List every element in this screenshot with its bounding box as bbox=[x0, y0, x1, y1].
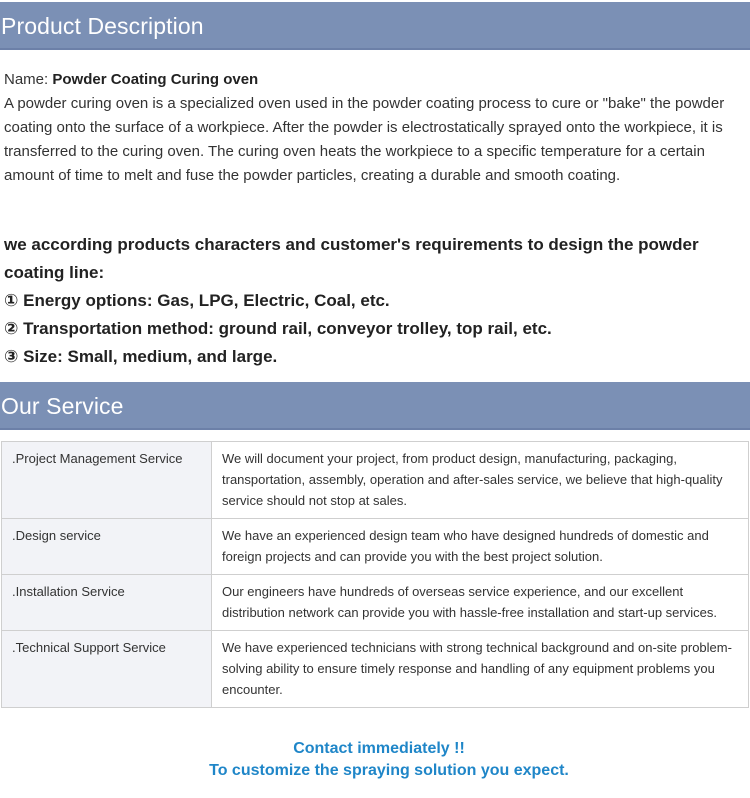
product-name-value: Powder Coating Curing oven bbox=[52, 71, 259, 88]
table-row bbox=[2, 631, 749, 708]
contact-line-1[interactable]: Contact immediately !! bbox=[293, 740, 465, 757]
service-name: .Design service bbox=[2, 519, 212, 575]
product-description-title: Product Description bbox=[1, 13, 204, 39]
contact-line-2[interactable]: To customize the spraying solution you expect. bbox=[209, 762, 569, 779]
table-row bbox=[2, 575, 749, 631]
our-service-header bbox=[0, 382, 750, 430]
service-name: .Project Management Service bbox=[2, 442, 212, 519]
service-desc: Our engineers have hundreds of overseas service experience, and our excellent distribution network can provide you with hassle-free installation and start-up services. bbox=[212, 575, 749, 631]
option-size: ③ Size: Small, medium, and large. bbox=[4, 347, 278, 366]
design-features bbox=[4, 231, 744, 371]
option-energy: ① Energy options: Gas, LPG, Electric, Coal, etc. bbox=[4, 291, 390, 310]
product-name-label: Name: bbox=[4, 71, 53, 88]
service-name: .Installation Service bbox=[2, 575, 212, 631]
contact-callout[interactable] bbox=[0, 738, 750, 782]
product-description-text: A powder curing oven is a specialized oven used in the powder coating process to cure or "bake" the powder coating onto the surface of a workpiece. After the powder is electrostatically sprayed onto the workpiece, it is transferred to the curing oven. The curing oven heats the workpiece to a specific temperature for a certain amount of time to melt and fuse the powder particles, creating a durable and smooth coating. bbox=[4, 95, 725, 184]
table-row bbox=[2, 442, 749, 519]
service-table bbox=[1, 441, 749, 708]
product-description-body bbox=[4, 68, 744, 188]
service-desc: We have an experienced design team who have designed hundreds of domestic and foreign projects and can provide you with the best project solution. bbox=[212, 519, 749, 575]
design-intro: we according products characters and customer's requirements to design the powder coating line: bbox=[4, 235, 699, 282]
service-desc: We will document your project, from product design, manufacturing, packaging, transportation, assembly, operation and after-sales service, we believe that high-quality service should not stop at sales. bbox=[212, 442, 749, 519]
table-row bbox=[2, 519, 749, 575]
service-desc: We have experienced technicians with strong technical background and on-site problem-solving ability to ensure timely response and handling of any equipment problems you encounter. bbox=[212, 631, 749, 708]
product-name-line bbox=[4, 68, 744, 92]
product-description-header bbox=[0, 2, 750, 50]
option-transportation: ② Transportation method: ground rail, conveyor trolley, top rail, etc. bbox=[4, 319, 552, 338]
service-name: .Technical Support Service bbox=[2, 631, 212, 708]
our-service-title: Our Service bbox=[1, 393, 124, 419]
